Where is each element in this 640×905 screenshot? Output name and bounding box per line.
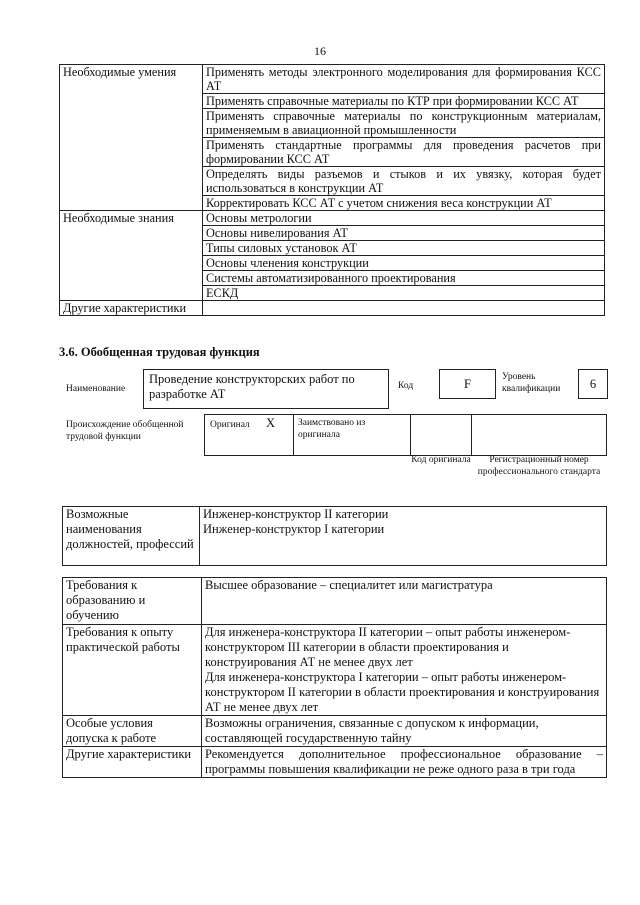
positions-list xyxy=(200,507,607,566)
original-label: Оригинал xyxy=(210,420,250,430)
table-row xyxy=(63,716,607,747)
skill-item: Применять методы электронного моделирования для формирования КСС АТ xyxy=(203,65,605,94)
other-characteristics-label: Другие характеристики xyxy=(63,747,202,778)
name-label: Наименование xyxy=(66,384,126,394)
skill-item: Применять справочные материалы по КТР при формировании КСС АТ xyxy=(203,94,605,109)
special-conditions-value: Возможны ограничения, связанные с допуском к информации, составляющей государственную тайну xyxy=(202,716,607,747)
knowledge-item: Основы нивелирования АТ xyxy=(203,226,605,241)
experience-value xyxy=(202,625,607,716)
knowledge-label: Необходимые знания xyxy=(60,211,203,301)
knowledge-item: Системы автоматизированного проектирования xyxy=(203,271,605,286)
section-heading: 3.6. Обобщенная трудовая функция xyxy=(59,345,260,359)
special-conditions-label: Особые условия допуска к работе xyxy=(63,716,202,747)
positions-label: Возможные наименования должностей, профессий xyxy=(63,507,200,566)
code-caption: Код оригинала xyxy=(411,455,471,465)
table-row xyxy=(63,507,607,566)
knowledge-item: Типы силовых установок АТ xyxy=(203,241,605,256)
reg-caption: Регистрационный номер профессионального стандарта xyxy=(477,455,601,477)
table-row xyxy=(63,578,607,625)
table-row xyxy=(63,747,607,778)
education-label: Требования к образованию и обучению xyxy=(63,578,202,625)
requirements-table xyxy=(62,577,607,778)
position-item: Инженер-конструктор II категории xyxy=(203,507,389,521)
origin-label: Происхождение обобщенной трудовой функции xyxy=(66,420,184,442)
skill-item: Применять стандартные программы для проведения расчетов при формировании КСС АТ xyxy=(203,138,605,167)
divider xyxy=(293,415,294,455)
level-value: 6 xyxy=(578,369,608,399)
position-item: Инженер-конструктор I категории xyxy=(203,522,385,536)
experience-line: Для инженера-конструктора I категории – опыт работы инженером-конструктором II категории в области проектирования и конструирования АТ не менее двух лет xyxy=(205,670,600,714)
education-value: Высшее образование – специалитет или магистратура xyxy=(202,578,607,625)
name-box xyxy=(143,369,389,409)
divider xyxy=(471,415,472,455)
origin-box xyxy=(204,414,607,456)
page-number: 16 xyxy=(314,44,326,58)
skills-knowledge-table xyxy=(59,64,605,316)
knowledge-item: Основы метрологии xyxy=(203,211,605,226)
borrowed-label: Заимствовано из оригинала xyxy=(298,418,366,440)
code-label: Код xyxy=(398,381,414,391)
other-value xyxy=(203,301,605,316)
table-row xyxy=(60,211,605,226)
experience-label: Требования к опыту практической работы xyxy=(63,625,202,716)
skills-label: Необходимые умения xyxy=(60,65,203,211)
skill-item: Применять справочные материалы по конструкционным материалам, применяемым в авиационной промышленности xyxy=(203,109,605,138)
table-row xyxy=(60,301,605,316)
name-value: Проведение конструкторских работ по разработке АТ xyxy=(149,372,355,401)
positions-table xyxy=(62,506,607,566)
experience-line: Для инженера-конструктора II категории – опыт работы инженером-конструктором III категории в области проектирования и конструирования АТ не менее двух лет xyxy=(205,625,571,669)
other-characteristics-value: Рекомендуется дополнительное профессиональное образование – программы повышения квалификации не реже одного раза в три года xyxy=(202,747,607,778)
divider xyxy=(410,415,411,455)
original-mark: X xyxy=(266,416,276,430)
skill-item: Корректировать КСС АТ с учетом снижения веса конструкции АТ xyxy=(203,196,605,211)
level-label: Уровень квалификации xyxy=(502,372,561,394)
skill-item: Определять виды разъемов и стыков и их увязку, которая будет использоваться в конструкции АТ xyxy=(203,167,605,196)
table-row xyxy=(63,625,607,716)
other-label: Другие характеристики xyxy=(60,301,203,316)
table-row xyxy=(60,65,605,94)
code-value: F xyxy=(439,369,496,399)
knowledge-item: ЕСКД xyxy=(203,286,605,301)
knowledge-item: Основы членения конструкции xyxy=(203,256,605,271)
